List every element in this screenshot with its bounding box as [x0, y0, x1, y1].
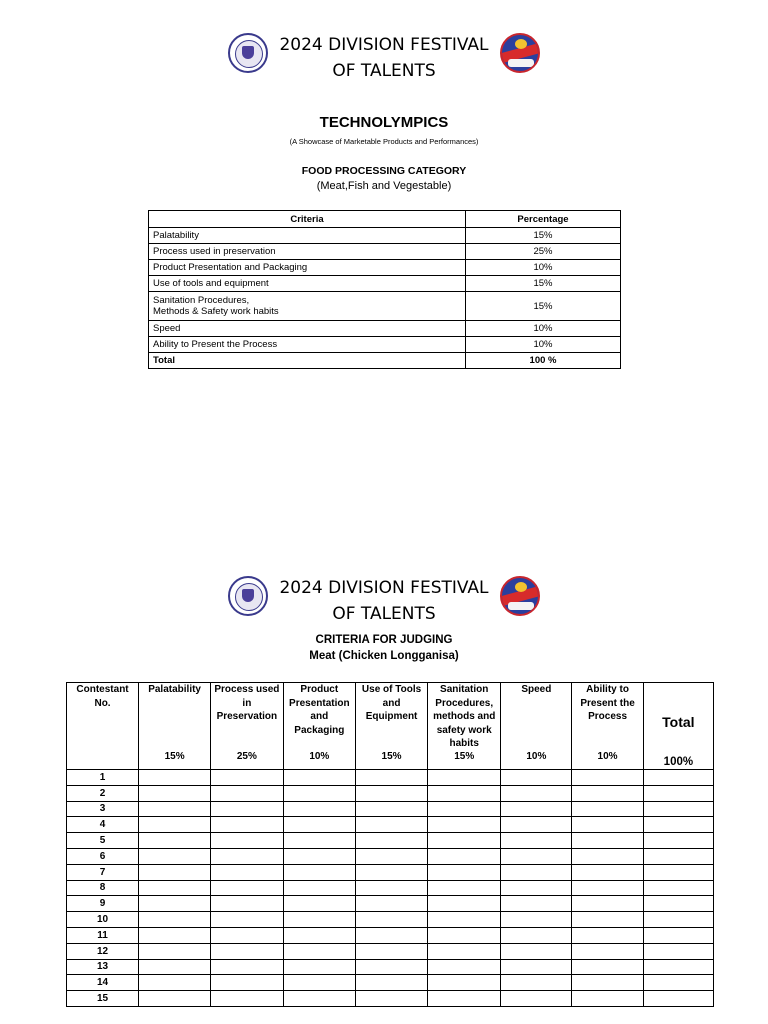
- score-cell: [283, 927, 355, 943]
- column-label-line: Equipment: [365, 711, 418, 722]
- score-cell: [283, 785, 355, 801]
- score-cell: [139, 991, 211, 1007]
- contestant-number: 5: [67, 833, 139, 849]
- criteria-cell: Product Presentation and Packaging: [149, 260, 466, 276]
- column-label-line: Process used: [214, 684, 280, 695]
- score-cell: [643, 959, 713, 975]
- score-cell: [501, 991, 572, 1007]
- criteria-line-1: Sanitation Procedures,: [153, 295, 250, 306]
- score-cell: [139, 943, 211, 959]
- score-cell: [211, 880, 283, 896]
- table-row: [149, 321, 621, 337]
- score-cell: [283, 880, 355, 896]
- table-row: [149, 260, 621, 276]
- score-cell: [356, 896, 428, 912]
- column-header: [211, 683, 283, 770]
- column-label-line: Preservation: [216, 711, 278, 722]
- score-cell: [501, 785, 572, 801]
- contestant-number: 9: [67, 896, 139, 912]
- score-cell: [501, 801, 572, 817]
- score-cell: [643, 927, 713, 943]
- score-cell: [211, 801, 283, 817]
- table-row: [149, 228, 621, 244]
- table-row: [67, 864, 714, 880]
- column-header: [139, 683, 211, 770]
- score-cell: [356, 833, 428, 849]
- column-label-line: and: [310, 711, 329, 722]
- column-header: [283, 683, 355, 770]
- title-line-2: OF TALENTS: [332, 604, 436, 624]
- column-label-line: habits: [449, 738, 479, 749]
- table-row: [67, 801, 714, 817]
- score-cell: [572, 833, 643, 849]
- column-header: [501, 683, 572, 770]
- score-cell: [356, 817, 428, 833]
- score-cell: [572, 770, 643, 786]
- score-cell: [356, 927, 428, 943]
- score-cell: [356, 770, 428, 786]
- deped-seal-logo: [228, 576, 268, 616]
- title-line-1: 2024 DIVISION FESTIVAL: [279, 578, 489, 598]
- column-percentage: 10%: [597, 750, 618, 762]
- criteria-cell: Use of tools and equipment: [149, 276, 466, 292]
- percentage-cell: 15%: [466, 228, 621, 244]
- percentage-cell: 10%: [466, 260, 621, 276]
- table-row: [149, 276, 621, 292]
- score-cell: [428, 770, 501, 786]
- score-cell: [211, 991, 283, 1007]
- score-cell: [283, 991, 355, 1007]
- column-label-line: Speed: [521, 684, 552, 695]
- criteria-cell: Palatability: [149, 228, 466, 244]
- score-cell: [643, 864, 713, 880]
- total-value: 100 %: [466, 353, 621, 369]
- title-line-2: OF TALENTS: [332, 61, 436, 81]
- score-cell: [283, 864, 355, 880]
- score-cell: [501, 817, 572, 833]
- score-cell: [501, 943, 572, 959]
- column-label-line: Packaging: [294, 724, 345, 736]
- festival-logo: [500, 576, 540, 616]
- score-cell: [428, 991, 501, 1007]
- contestant-number: 4: [67, 817, 139, 833]
- criteria-cell: Process used in preservation: [149, 244, 466, 260]
- score-cell: [211, 927, 283, 943]
- table-row: [67, 848, 714, 864]
- score-cell: [211, 848, 283, 864]
- criteria-cell: Speed: [149, 321, 466, 337]
- festival-logo: [500, 33, 540, 73]
- column-label-line: Ability to: [586, 684, 629, 695]
- score-cell: [283, 848, 355, 864]
- score-cell: [211, 896, 283, 912]
- contestant-number: 6: [67, 848, 139, 864]
- column-percentage: 10%: [309, 750, 330, 762]
- contestant-number: 11: [67, 927, 139, 943]
- table-row: [67, 833, 714, 849]
- contestant-number: 7: [67, 864, 139, 880]
- percentage-cell: 10%: [466, 337, 621, 353]
- score-cell: [356, 801, 428, 817]
- score-cell: [501, 770, 572, 786]
- column-percentage: 10%: [526, 750, 547, 762]
- column-label-line: Process: [588, 711, 628, 722]
- page-title: [270, 32, 498, 84]
- score-cell: [572, 912, 643, 928]
- column-percentage: 100%: [663, 755, 694, 768]
- product-title: Meat (Chicken Longganisa): [309, 650, 459, 662]
- table-row: [149, 244, 621, 260]
- contestant-number: 3: [67, 801, 139, 817]
- score-cell: [211, 770, 283, 786]
- score-cell: [572, 927, 643, 943]
- score-cell: [283, 817, 355, 833]
- column-header: [643, 683, 713, 770]
- score-cell: [139, 896, 211, 912]
- score-cell: [572, 801, 643, 817]
- criteria-cell: Ability to Present the Process: [149, 337, 466, 353]
- score-cell: [572, 959, 643, 975]
- score-cell: [572, 991, 643, 1007]
- score-cell: [501, 896, 572, 912]
- contestant-number: 13: [67, 959, 139, 975]
- percentage-cell: 15%: [466, 292, 621, 321]
- score-cell: [283, 943, 355, 959]
- column-label-line: Total: [662, 714, 695, 731]
- score-cell: [572, 943, 643, 959]
- score-cell: [356, 991, 428, 1007]
- score-cell: [139, 770, 211, 786]
- total-label: Total: [149, 353, 466, 369]
- score-cell: [356, 959, 428, 975]
- table-header-row: [67, 683, 714, 770]
- score-cell: [643, 801, 713, 817]
- table-row: [149, 292, 621, 321]
- table-row: [67, 991, 714, 1007]
- score-cell: [211, 912, 283, 928]
- score-cell: [139, 975, 211, 991]
- score-cell: [501, 864, 572, 880]
- column-label-line: in: [242, 697, 252, 709]
- contestant-number: 10: [67, 912, 139, 928]
- score-cell: [643, 975, 713, 991]
- criteria-cell: [149, 292, 466, 321]
- score-cell: [139, 864, 211, 880]
- score-cell: [428, 943, 501, 959]
- score-cell: [211, 785, 283, 801]
- score-cell: [211, 959, 283, 975]
- score-cell: [572, 975, 643, 991]
- column-label-line: and: [382, 697, 401, 709]
- contestant-number: 8: [67, 880, 139, 896]
- event-title: TECHNOLYMPICS: [319, 114, 449, 131]
- score-cell: [356, 975, 428, 991]
- score-cell: [283, 959, 355, 975]
- criteria-line-2: Methods & Safety work habits: [153, 306, 279, 317]
- score-cell: [283, 975, 355, 991]
- score-cell: [211, 817, 283, 833]
- column-header: [356, 683, 428, 770]
- score-cell: [428, 801, 501, 817]
- score-cell: [643, 991, 713, 1007]
- column-label-line: Use of Tools: [361, 684, 422, 695]
- score-cell: [643, 770, 713, 786]
- score-cell: [428, 848, 501, 864]
- score-cell: [643, 817, 713, 833]
- table-row: [67, 975, 714, 991]
- score-cell: [356, 880, 428, 896]
- column-label-line: Procedures,: [435, 697, 494, 709]
- column-label-line: Sanitation: [440, 684, 489, 695]
- score-cell: [428, 959, 501, 975]
- score-cell: [428, 864, 501, 880]
- column-label-line: Presentation: [289, 697, 350, 709]
- score-cell: [643, 880, 713, 896]
- score-cell: [572, 864, 643, 880]
- score-cell: [283, 801, 355, 817]
- score-sheet-table: [66, 682, 714, 1007]
- score-cell: [501, 848, 572, 864]
- score-cell: [572, 785, 643, 801]
- score-cell: [501, 833, 572, 849]
- contestant-number: 14: [67, 975, 139, 991]
- score-cell: [572, 848, 643, 864]
- score-cell: [501, 927, 572, 943]
- column-label-line: Product: [300, 684, 339, 695]
- score-cell: [356, 943, 428, 959]
- title-line-1: 2024 DIVISION FESTIVAL: [279, 35, 489, 55]
- score-cell: [139, 959, 211, 975]
- score-cell: [572, 896, 643, 912]
- criteria-header: Criteria: [149, 211, 466, 228]
- table-row: [67, 770, 714, 786]
- score-cell: [643, 833, 713, 849]
- contestant-number: 12: [67, 943, 139, 959]
- score-cell: [501, 959, 572, 975]
- column-label-line: Contestant: [76, 684, 129, 695]
- column-percentage: 15%: [164, 750, 185, 762]
- score-cell: [428, 896, 501, 912]
- table-row: [67, 943, 714, 959]
- column-percentage: 15%: [381, 750, 402, 762]
- score-cell: [572, 817, 643, 833]
- score-cell: [643, 896, 713, 912]
- score-cell: [211, 975, 283, 991]
- table-row: [149, 337, 621, 353]
- column-percentage: 25%: [236, 750, 257, 762]
- score-cell: [501, 975, 572, 991]
- score-cell: [139, 817, 211, 833]
- score-cell: [643, 785, 713, 801]
- column-label-line: methods and: [433, 711, 496, 722]
- column-label-line: safety work: [436, 724, 492, 736]
- score-cell: [139, 848, 211, 864]
- score-cell: [428, 927, 501, 943]
- score-cell: [211, 833, 283, 849]
- contestant-number: 2: [67, 785, 139, 801]
- score-cell: [428, 833, 501, 849]
- score-cell: [643, 912, 713, 928]
- percentage-header: Percentage: [466, 211, 621, 228]
- column-header: [572, 683, 643, 770]
- score-cell: [283, 833, 355, 849]
- score-cell: [643, 943, 713, 959]
- score-cell: [356, 848, 428, 864]
- contestant-number: 1: [67, 770, 139, 786]
- score-cell: [356, 912, 428, 928]
- category-title: FOOD PROCESSING CATEGORY: [301, 165, 467, 177]
- score-cell: [356, 785, 428, 801]
- table-row: [67, 817, 714, 833]
- percentage-cell: 15%: [466, 276, 621, 292]
- contestant-number: 15: [67, 991, 139, 1007]
- column-percentage: 15%: [454, 750, 475, 762]
- score-cell: [139, 912, 211, 928]
- score-cell: [428, 975, 501, 991]
- score-cell: [428, 880, 501, 896]
- score-cell: [428, 785, 501, 801]
- score-cell: [211, 864, 283, 880]
- score-cell: [139, 927, 211, 943]
- percentage-cell: 10%: [466, 321, 621, 337]
- score-cell: [501, 880, 572, 896]
- score-cell: [211, 943, 283, 959]
- total-row: [149, 353, 621, 369]
- table-row: [67, 912, 714, 928]
- table-row: [67, 896, 714, 912]
- score-cell: [428, 817, 501, 833]
- column-label-line: Present the: [580, 697, 635, 709]
- score-cell: [283, 912, 355, 928]
- score-cell: [572, 880, 643, 896]
- deped-seal-logo: [228, 33, 268, 73]
- score-cell: [139, 833, 211, 849]
- score-cell: [139, 785, 211, 801]
- score-cell: [283, 770, 355, 786]
- score-cell: [501, 912, 572, 928]
- percentage-cell: 25%: [466, 244, 621, 260]
- column-label-line: No.: [94, 697, 111, 709]
- table-row: [67, 880, 714, 896]
- score-cell: [283, 896, 355, 912]
- category-subtitle: (Meat,Fish and Vegestable): [316, 180, 452, 192]
- column-header: [67, 683, 139, 770]
- table-header-row: [149, 211, 621, 228]
- score-cell: [139, 801, 211, 817]
- event-subtitle: (A Showcase of Marketable Products and Performances): [289, 137, 479, 146]
- column-label-line: Palatability: [148, 684, 201, 695]
- judging-subtitle: CRITERIA FOR JUDGING: [315, 634, 453, 646]
- table-row: [67, 927, 714, 943]
- table-row: [67, 785, 714, 801]
- score-cell: [643, 848, 713, 864]
- score-cell: [356, 864, 428, 880]
- column-header: [428, 683, 501, 770]
- score-cell: [428, 912, 501, 928]
- criteria-table: [148, 210, 621, 369]
- table-row: [67, 959, 714, 975]
- score-cell: [139, 880, 211, 896]
- page-title: [270, 575, 498, 627]
